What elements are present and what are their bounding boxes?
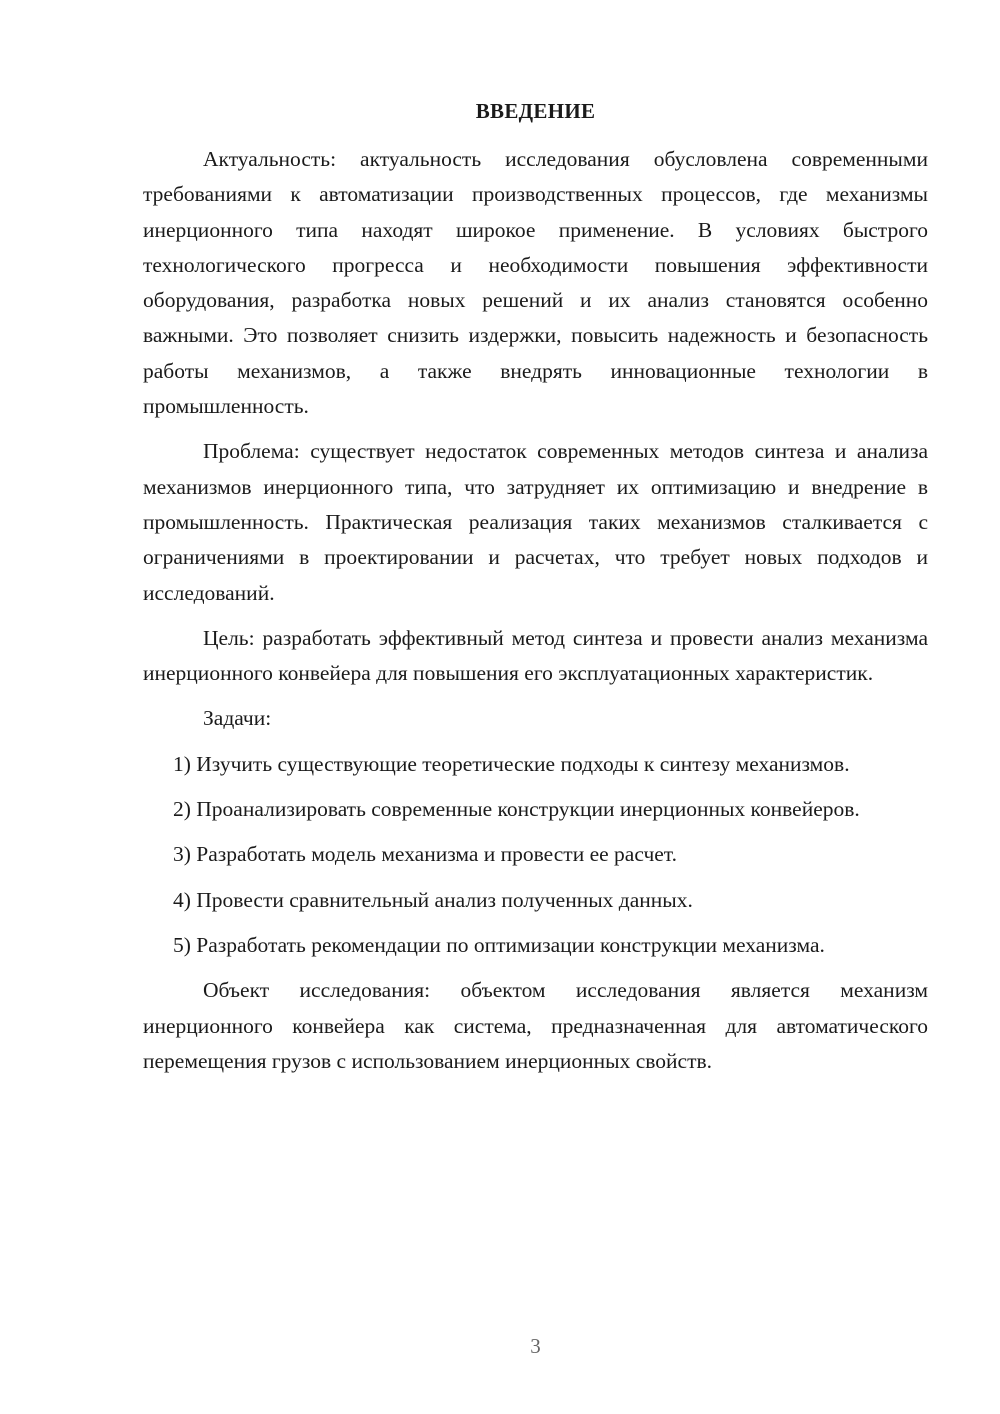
paragraph-problem: Проблема: существует недостаток современных методов синтеза и анализа механизмов инерционного типа, что затрудняет их оптимизацию и внедрение в промышленность. Практическая реализация таких механизмов сталкивается с ограничениями в проектировании и расчетах, что требует новых подходов и исследований.	[143, 439, 928, 605]
paragraph-tasks-heading: Задачи:	[203, 706, 272, 731]
paragraph-relevance: Актуальность: актуальность исследования обусловлена современными требованиями к автоматизации производственных процессов, где механизмы инерционного типа находят широкое применение. В условиях быстрого технологического прогресса и необходимости повышения эффективности оборудования, разработка новых решений и их анализ становятся особенно важными. Это позволяет снизить издержки, повысить надежность и безопасность работы механизмов, а также внедрять инновационные технологии в промышленность.	[143, 147, 928, 419]
task-item: 3) Разработать модель механизма и провести ее расчет.	[173, 842, 677, 867]
task-item: 4) Провести сравнительный анализ полученных данных.	[173, 887, 693, 912]
page-title: ВВЕДЕНИЕ	[475, 99, 596, 123]
paragraph-object: Объект исследования: объектом исследования является механизм инерционного конвейера как система, предназначенная для автоматического перемещения грузов с использованием инерционных свойств.	[143, 978, 928, 1073]
page-number: 3	[530, 1334, 541, 1358]
paragraph-goal: Цель: разработать эффективный метод синтеза и провести анализ механизма инерционного конвейера для повышения его эксплуатационных характеристик.	[143, 625, 928, 686]
task-item: 5) Разработать рекомендации по оптимизации конструкции механизма.	[173, 932, 825, 957]
document-body	[143, 142, 928, 1079]
task-item: 2) Проанализировать современные конструкции инерционных конвейеров.	[173, 797, 860, 822]
task-item: 1) Изучить существующие теоретические подходы к синтезу механизмов.	[173, 751, 850, 776]
document-page	[143, 0, 928, 1414]
